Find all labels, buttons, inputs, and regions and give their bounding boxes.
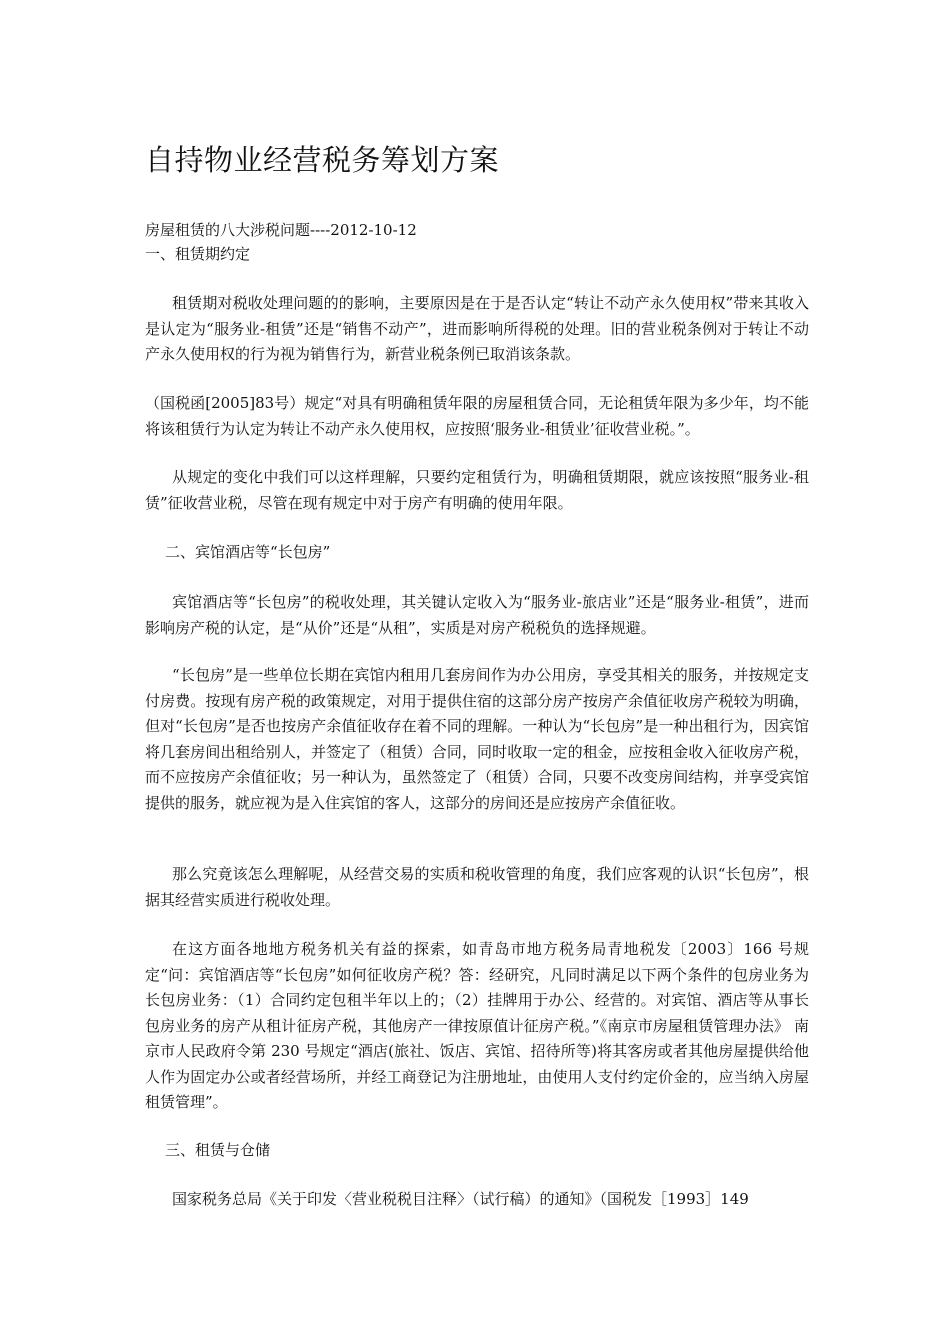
section-heading-long-term-rooms: 二、宾馆酒店等“长包房” — [165, 543, 331, 561]
paragraph-lease-term-impact: 租赁期对税收处理问题的的影响，主要原因是在于是否认定“转让不动产永久使用权”带来其收入是认定为“服务业-租赁”还是“销售不动产”，进而影响所得税的处理。旧的营业税条例对于转让不动产永久使用权的行为视为销售行为，新营业税条例已取消该条款。 — [145, 294, 809, 363]
document-subtitle: 房屋租赁的八大涉税问题----2012-10-12 — [145, 221, 417, 239]
document-title: 自持物业经营税务筹划方案 — [145, 143, 500, 177]
paragraph-long-term-rooms-definition: “长包房”是一些单位长期在宾馆内租用几套房间作为办公用房，享受其相关的服务，并按规定支付房费。按现有房产税的政策规定，对用于提供住宿的这部分房产按房产余值征收房产税较为明确，但对“长包房”是否也按房产余值征收存在着不同的理解。一种认为“长包房”是一种出租行为，因宾馆将几套房间出租给别人，并签定了（租赁）合同，同时收取一定的租金，应按租金收入征收房产税，而不应按房产余值征收；另一种认为，虽然签定了（租赁）合同，只要不改变房间结构，并享受宾馆提供的服务，就应视为是入住宾馆的客人，这部分的房间还是应按房产余值征收。 — [145, 666, 809, 812]
paragraph-regulation-change: 从规定的变化中我们可以这样理解，只要约定租赁行为，明确租赁期限，就应该按照“服务业-租赁”征收营业税，尽管在现有规定中对于房产有明确的使用年限。 — [145, 468, 809, 512]
paragraph-long-term-rooms-tax: 宾馆酒店等“长包房”的税收处理，其关键认定收入为“服务业-旅店业”还是“服务业-租赁”，进而影响房产税的认定，是“从价”还是“从租”，实质是对房产税税负的选择规避。 — [145, 593, 809, 637]
paragraph-local-practice: 在这方面各地地方税务机关有益的探索，如青岛市地方税务局青地税发〔2003〕166 号规定“问：宾馆酒店等“长包房”如何征收房产税？答：经研究，凡同时满足以下两个条件的包房业务为长包房业务：（1）合同约定包租半年以上的；（2）挂牌用于办公、经营的。对宾馆、酒店等从事长包房业务的房产从租计征房产税，其他房产一律按原值计征房产税。”《南京市房屋租赁管理办法》 南京市人民政府令第 230 号规定“酒店(旅社、饭店、宾馆、招待所等)将其客房或者其他房屋提供给他人作为固定办公或者经营场所，并经工商登记为注册地址，由使用人支付约定价金的，应当纳入房屋租赁管理”。 — [145, 940, 809, 1111]
paragraph-business-tax-notes: 国家税务总局《关于印发〈营业税税目注释〉（试行稿）的通知》（国税发［1993］149 — [172, 1190, 749, 1208]
paragraph-how-to-understand: 那么究竟该怎么理解呢，从经营交易的实质和税收管理的角度，我们应客观的认识“长包房”，根据其经营实质进行税收处理。 — [145, 865, 809, 909]
section-heading-lease-term: 一、租赁期约定 — [145, 245, 251, 263]
section-heading-lease-and-storage: 三、租赁与仓储 — [165, 1141, 271, 1159]
paragraph-guoshuihan-2005-83: （国税函[2005]83号）规定“对具有明确租赁年限的房屋租赁合同，无论租赁年限为多少年，均不能将该租赁行为认定为转让不动产永久使用权，应按照‘服务业-租赁业’征收营业税。”。 — [145, 394, 809, 438]
